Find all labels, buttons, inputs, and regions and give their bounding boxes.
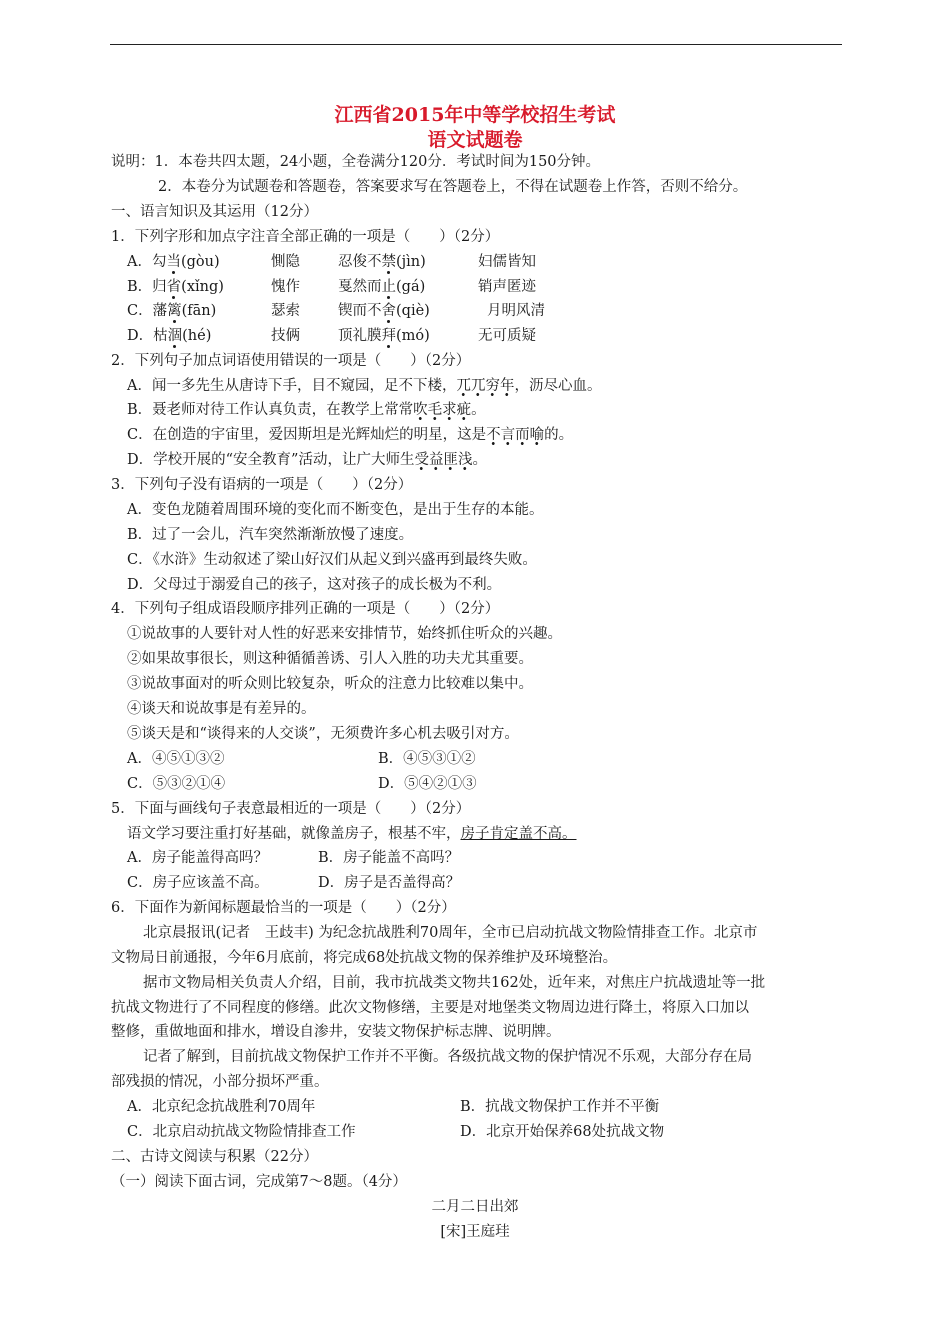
- q1-stem: 1．下列字形和加点字注音全部正确的一项是（ ）（2分）: [111, 229, 500, 245]
- q3-stem: 3．下列句子没有语病的一项是（ ）（2分）: [111, 477, 413, 493]
- q2-option-a: A．闻一多先生从唐诗下手，目不窥园，足不下楼，兀兀穷年，沥尽心血。: [127, 375, 601, 397]
- q4-option-c: C．⑤③②①④: [127, 776, 226, 792]
- poem-author: [宋]王庭珪: [440, 1224, 510, 1240]
- q1-a-dotted-char-2: 禁: [381, 254, 396, 270]
- q6-para-2a: 据市文物局相关负责人介绍，目前，我市抗战类文物共162处，近年来，对焦庄户抗战遗址等一批: [143, 975, 766, 991]
- q2-a-dotted-phrase: 兀兀穷年: [456, 378, 514, 397]
- note-2: 2．本卷分为试题卷和答题卷，答案要求写在答题卷上，不得在试题卷上作答，否则不给分。: [158, 179, 748, 195]
- q4-sentence-1: ①说故事的人要针对人性的好恶来安排情节，始终抓住听众的兴趣。: [127, 626, 562, 642]
- q2-c-dotted-phrase: 不言而喻: [486, 427, 544, 446]
- q4-option-b: B．④⑤③①②: [378, 751, 476, 767]
- q3-option-d: D．父母过于溺爱自己的孩子，这对孩子的成长极为不利。: [127, 577, 502, 593]
- q6-para-3a: 记者了解到，目前抗战文物保护工作并不平衡。各级抗战文物的保护情况不乐观，大部分存在局: [143, 1049, 752, 1065]
- section-2-heading: 二、古诗文阅读与积累（22分）: [111, 1149, 318, 1165]
- exam-title: 江西省2015年中等学校招生考试: [334, 104, 616, 126]
- q4-sentence-4: ④谈天和说故事是有差异的。: [127, 701, 316, 717]
- q3-option-b: B．过了一会儿，汽车突然渐渐放慢了速度。: [127, 527, 414, 543]
- q6-para-2c: 整修，重做地面和排水，增设自渗井，安装文物保护标志牌、说明牌。: [111, 1024, 561, 1040]
- q5-sentence: 语文学习要注重打好基础，就像盖房子，根基不牢，房子肯定盖不高。: [127, 826, 577, 842]
- q4-sentence-2: ②如果故事很长，则这种循循善诱、引人入胜的功夫尤其重要。: [127, 651, 533, 667]
- q6-para-1a: 北京晨报讯(记者 王歧丰) 为纪念抗战胜利70周年，全市已启动抗战文物险情排查工作。北京市: [143, 925, 758, 941]
- q6-option-a: A．北京纪念抗战胜利70周年: [127, 1099, 316, 1115]
- q1-c-dotted-char-2: 舍: [381, 303, 396, 319]
- top-rule: [110, 44, 842, 45]
- q6-para-3b: 部残损的情况，小部分损坏严重。: [111, 1074, 329, 1090]
- q2-option-c: C．在创造的宇宙里，爱因斯坦是光辉灿烂的明星，这是不言而喻的。: [127, 424, 573, 446]
- q6-para-2b: 抗战文物进行了不同程度的修缮。此次文物修缮，主要是对地堡类文物周边进行降土，将原入口加以: [111, 1000, 749, 1016]
- q6-option-c: C．北京启动抗战文物险情排查工作: [127, 1124, 356, 1140]
- q6-stem: 6．下面作为新闻标题最恰当的一项是（ ）（2分）: [111, 900, 456, 916]
- q6-option-b: B．抗战文物保护工作并不平衡: [460, 1099, 660, 1115]
- q4-stem: 4．下列句子组成语段顺序排列正确的一项是（ ）（2分）: [111, 601, 500, 617]
- q2-option-b: B．聂老师对待工作认真负责，在教学上常常吹毛求疵。: [127, 399, 486, 421]
- note-1: 说明：1．本卷共四太题，24小题，全卷满分120分．考试时间为150分钟。: [111, 154, 601, 170]
- q3-option-c: C．《水浒》生动叙述了梁山好汉们从起义到兴盛再到最终失败。: [127, 552, 537, 568]
- q1-d-dotted-char: 涸: [167, 328, 183, 344]
- q5-option-b: B．房子能盖不高吗？: [318, 850, 460, 866]
- q2-b-dotted-phrase: 吹毛求疵: [413, 402, 471, 421]
- exam-subtitle: 语文试题卷: [427, 129, 523, 151]
- q1-c-dotted-char: 篱: [167, 303, 182, 319]
- section-1-heading: 一、语言知识及其运用（12分）: [111, 204, 318, 220]
- q2-stem: 2．下列句子加点词语使用错误的一项是（ ）（2分）: [111, 353, 471, 369]
- q2-d-dotted-phrase: 受益匪浅: [414, 452, 472, 471]
- q1-a-dotted-char: 当: [166, 254, 181, 270]
- q2-option-d: D．学校开展的“安全教育”活动，让广大师生受益匪浅。: [127, 449, 487, 471]
- poem-title: 二月二日出郊: [431, 1199, 519, 1215]
- q3-option-a: A．变色龙随着周围环境的变化而不断变色，是出于生存的本能。: [127, 502, 544, 518]
- q6-option-d: D．北京开始保养68处抗战文物: [460, 1124, 665, 1140]
- q5-option-d: D．房子是否盖得高？: [318, 875, 461, 891]
- q5-option-c: C．房子应该盖不高。: [127, 875, 269, 891]
- q4-option-d: D．⑤④②①③: [378, 776, 477, 792]
- q5-option-a: A．房子能盖得高吗？: [127, 850, 268, 866]
- q6-para-1b: 文物局日前通报，今年6月底前，将完成68处抗战文物的保养维护及环境整治。: [111, 950, 618, 966]
- q5-underlined-sentence: 房子肯定盖不高。: [460, 826, 577, 842]
- q1-b-dotted-char-2: 止: [381, 279, 396, 295]
- q4-sentence-5: ⑤谈天是和“谈得来的人交谈”，无须费许多心机去吸引对方。: [127, 726, 519, 742]
- q5-stem: 5．下面与画线句子表意最相近的一项是（ ）（2分）: [111, 801, 471, 817]
- q4-option-a: A．④⑤①③②: [127, 751, 225, 767]
- q1-d-dotted-char-2: 拜: [381, 328, 396, 344]
- q1-b-dotted-char: 省: [166, 279, 182, 295]
- section-2-sub-1: （一）阅读下面古词，完成第7～8题。（4分）: [111, 1174, 407, 1190]
- q4-sentence-3: ③说故事面对的听众则比较复杂，听众的注意力比较难以集中。: [127, 676, 533, 692]
